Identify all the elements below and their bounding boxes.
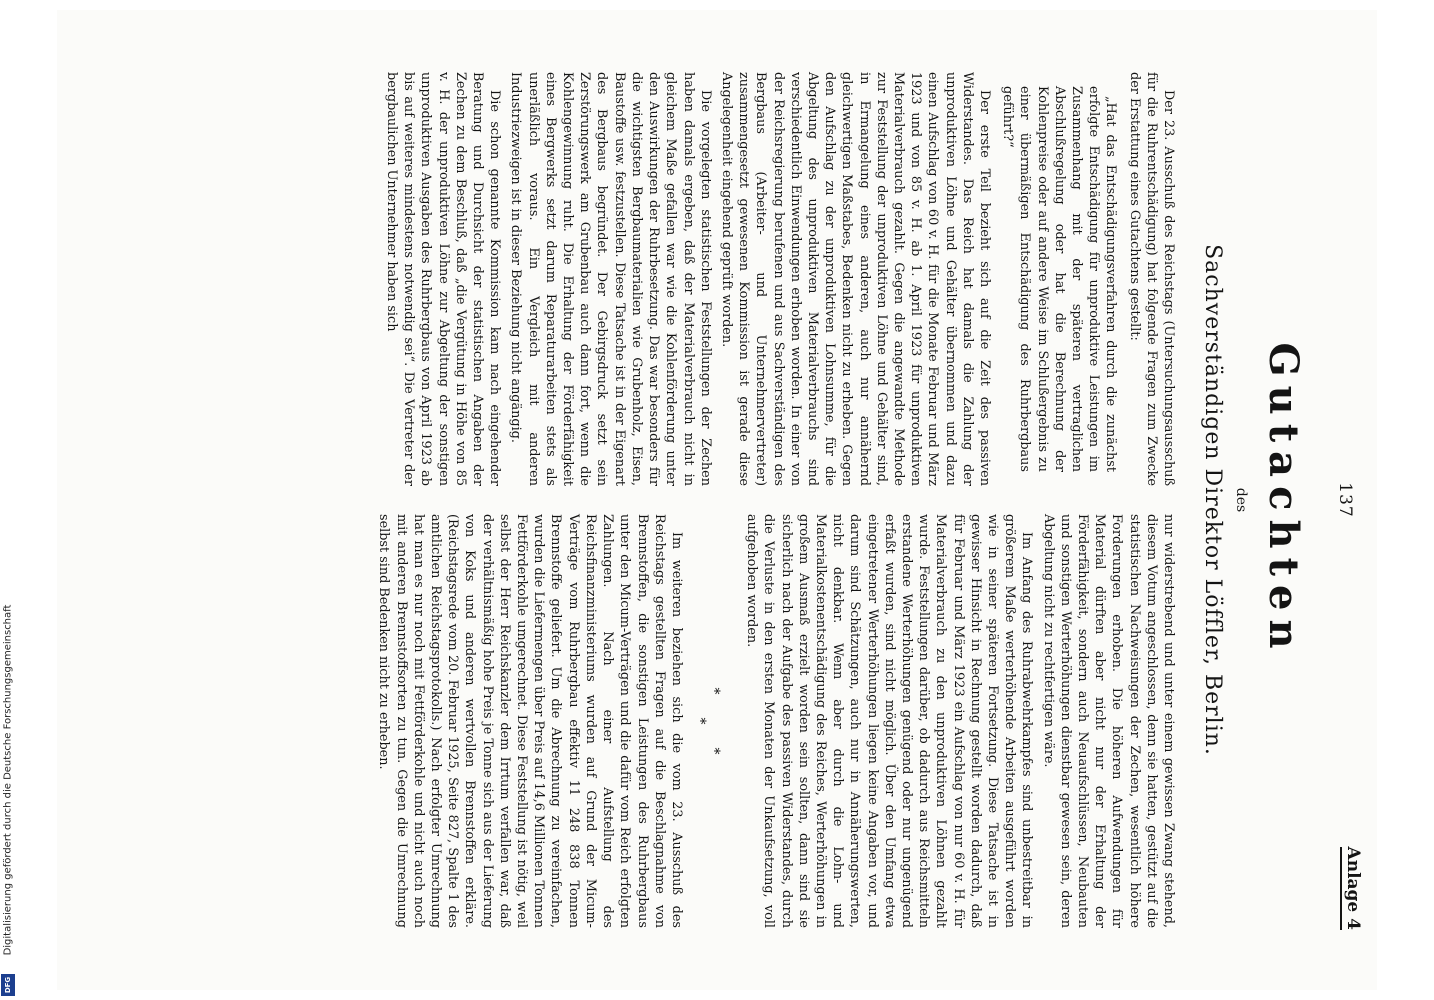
appendix-label: Anlage 4: [1340, 847, 1363, 930]
title-connector: des: [1233, 487, 1249, 513]
separator-star: *: [705, 687, 722, 695]
page-number: 137: [1335, 482, 1355, 518]
separator-star: *: [705, 747, 722, 755]
text-columns: [97, 72, 1177, 928]
scanned-page: [57, 10, 1377, 990]
paragraph: Im weiteren beziehen sich die vom 23. Ausschuß des Reichstags gestellten Fragen auf die Beschlagnahme von Brennstoffen, die sonstigen Leistungen des Ruhrbergbaus unter den Micum-Verträgen und die dafür vom Reich erfolgten Zahlungen. Nach einer Aufstellung des Reichsfinanzministeriums wurden auf Grund der Micum-Verträge vom Ruhrbergbau effektiv 11 248 838 Tonnen Brennstoffe geliefert. Um die Abrechnung zu vereinfachen, wurden die Liefermengen über Preis auf 14,6 Millionen Tonnen Fettförderkohle umgerechnet. Diese Feststellung ist nötig, weil selbst der Herr Reichskanzler dem Irrtum verfallen war, daß der verhältnismäßig hohe Preis je Tonne sich aus der Lieferung von Koks und anderen wertvollen Brennstoffen erkläre. (Reichstagsrede vom 20. Februar 1925, Seite 827, Spalte 1 des amtlichen Reichstagsprotokolls.) Nach erfolgter Umrechnung hat man es nur noch mit Fettförderkohle und nicht auch noch mit anderen Brennstoffsorten zu tun. Gegen die Umrechnung selbst sind Bedenken nicht zu erheben.: [376, 514, 684, 928]
paragraph: nur widerstrebend und unter einem gewissen Zwang stehend, diesem Votum angeschlossen, denn sie hatten, gestützt auf die statistischen Nachweisungen der Zechen, wesentlich höhere Forderungen erhoben. Die höheren Aufwendungen für Material dürften aber nicht nur der Erhaltung der Förderfähigkeit, sondern auch Neuaufschlüssen, Neubauten und sonstigen Werterhöhungen dienstbar gewesen sein, deren Abgeltung nicht zu rechtfertigen wäre.: [1040, 514, 1176, 928]
paragraph: Die schon genannte Kommission kam nach eingehender Beratung und Durchsicht der statistischen Angaben der Zechen zu dem Beschluß, daß „die Vergütung in Höhe von 85 v. H. der unproduktiven Löhne zur Abgeltung der sonstigen unproduktiven Ausgaben des Ruhrbergbaus von April 1923 ab bis auf weiteres mindestens notwendig sei“. Die Vertreter der bergbaulichen Unternehmer haben sich: [384, 72, 503, 486]
funding-credit-text: Digitalisierung gefördert durch die Deutsche Forschungsgemeinschaft: [2, 604, 14, 956]
paragraph: Der erste Teil bezieht sich auf die Zeit des passiven Widerstandes. Das Reich hat damals die Zahlung der unproduktiven Löhne und Gehälter übernommen und dazu einen Aufschlag von 60 v. H. für die Monate Februar und März 1923 und von 85 v. H. ab 1. April 1923 für unproduktiven Materialverbrauch gezahlt. Gegen die angewandte Methode zur Feststellung der unproduktiven Löhne und Gehälter sind, in Ermangelung eines anderen, auch nur annähernd gleichwertigen Maßstabes, Bedenken nicht zu erheben. Gegen den Aufschlag zu der unproduktiven Lohnsumme, für die Abgeltung des unproduktiven Materialverbrauchs sind verschiedentlich Einwendungen erhoben worden. In einer von der Reichsregierung berufenen und aus Sachverständigen des Bergbaus (Arbeiter- und Unternehmervertreter) zusammengesetzt gewesenen Kommission ist gerade diese Angelegenheit eingehend geprüft worden.: [718, 72, 992, 486]
document-title: Gutachten: [1260, 342, 1307, 658]
section-separator: [691, 514, 723, 928]
funding-credit-strip: [0, 0, 16, 1000]
paragraph: Der 23. Ausschuß des Reichstags (Untersuchungsausschuß für die Ruhrentschädigung) hat folgende Fragen zum Zwecke der Erstattung eines Gutachtens gestellt:: [1126, 72, 1176, 486]
separator-star: *: [691, 717, 708, 725]
paragraph: Die vorgelegten statistischen Feststellungen der Zechen haben damals ergeben, daß der Materialverbrauch nicht in gleichem Maße gefallen war wie die Kohlenförderung unter den Auswirkungen der Ruhrbesetzung. Das war besonders für die wichtigsten Bergbaumaterialien wie Grubenholz, Eisen, Baustoffe usw. festzustellen. Diese Tatsache ist in der Eigenart des Bergbaus begründet. Der Gebirgsdruck setzt sein Zerstörungswerk am Grubenbau auch dann fort, wenn die Kohlengewinnung ruht. Die Erhaltung der Förderfähigkeit eines Bergwerks setzt darum Reparaturarbeiten stets als unerläßlich voraus. Ein Vergleich mit anderen Industriezweigen ist in dieser Beziehung nicht angängig.: [508, 72, 713, 486]
dfg-logo-icon: [1, 974, 15, 996]
left-column: [97, 72, 1177, 486]
right-column: [97, 514, 1177, 928]
quoted-question: „Hat das Entschädigungsverfahren durch die zunächst erfolgte Entschädigung für unproduktive Leistungen im Zusammenhang mit der späteren vertraglichen Abschlußregelung oder hat die Berechnung der Kohlenpreise oder auf andere Weise im Schlußergebnis zu einer übermäßigen Entschädigung des Ruhrbergbaus geführt?“: [1000, 86, 1119, 472]
paragraph: Im Anfang des Ruhrabwehrkampfes sind unbestreitbar in größerem Maße werterhöhende Arbeiten ausgeführt worden wie in seiner späteren Fortsetzung. Diese Tatsache ist in gewisser Hinsicht in Rechnung gestellt worden dadurch, daß für Februar und März 1923 ein Aufschlag von nur 60 v. H. für Materialverbrauch zu den unproduktiven Löhnen gezahlt wurde. Feststellungen darüber, ob dadurch aus Reichsmitteln erstandene Werterhöhungen genügend oder nur ungenügend erfaßt wurden, sind nicht möglich. Über den Umfang etwa eingetretener Werterhöhungen liegen keine Angaben vor, und darum sind Schätzungen, auch nur in Annäherungswerten, nicht denkbar. Wenn aber durch die Lohn- und Materialkostenentschädigung des Reiches, Werterhöhungen in großem Ausmaß erzielt worden sein sollten, dann sind sie sicherlich nach der Aufgabe des passiven Widerstandes, durch die Verluste in den ersten Monaten der Unkaufsetzung, voll aufgehoben worden.: [744, 514, 1035, 928]
dfg-logo-text: DFG: [4, 976, 12, 994]
document-subtitle: Sachverständigen Direktor Löffler, Berlin.: [1200, 244, 1225, 756]
